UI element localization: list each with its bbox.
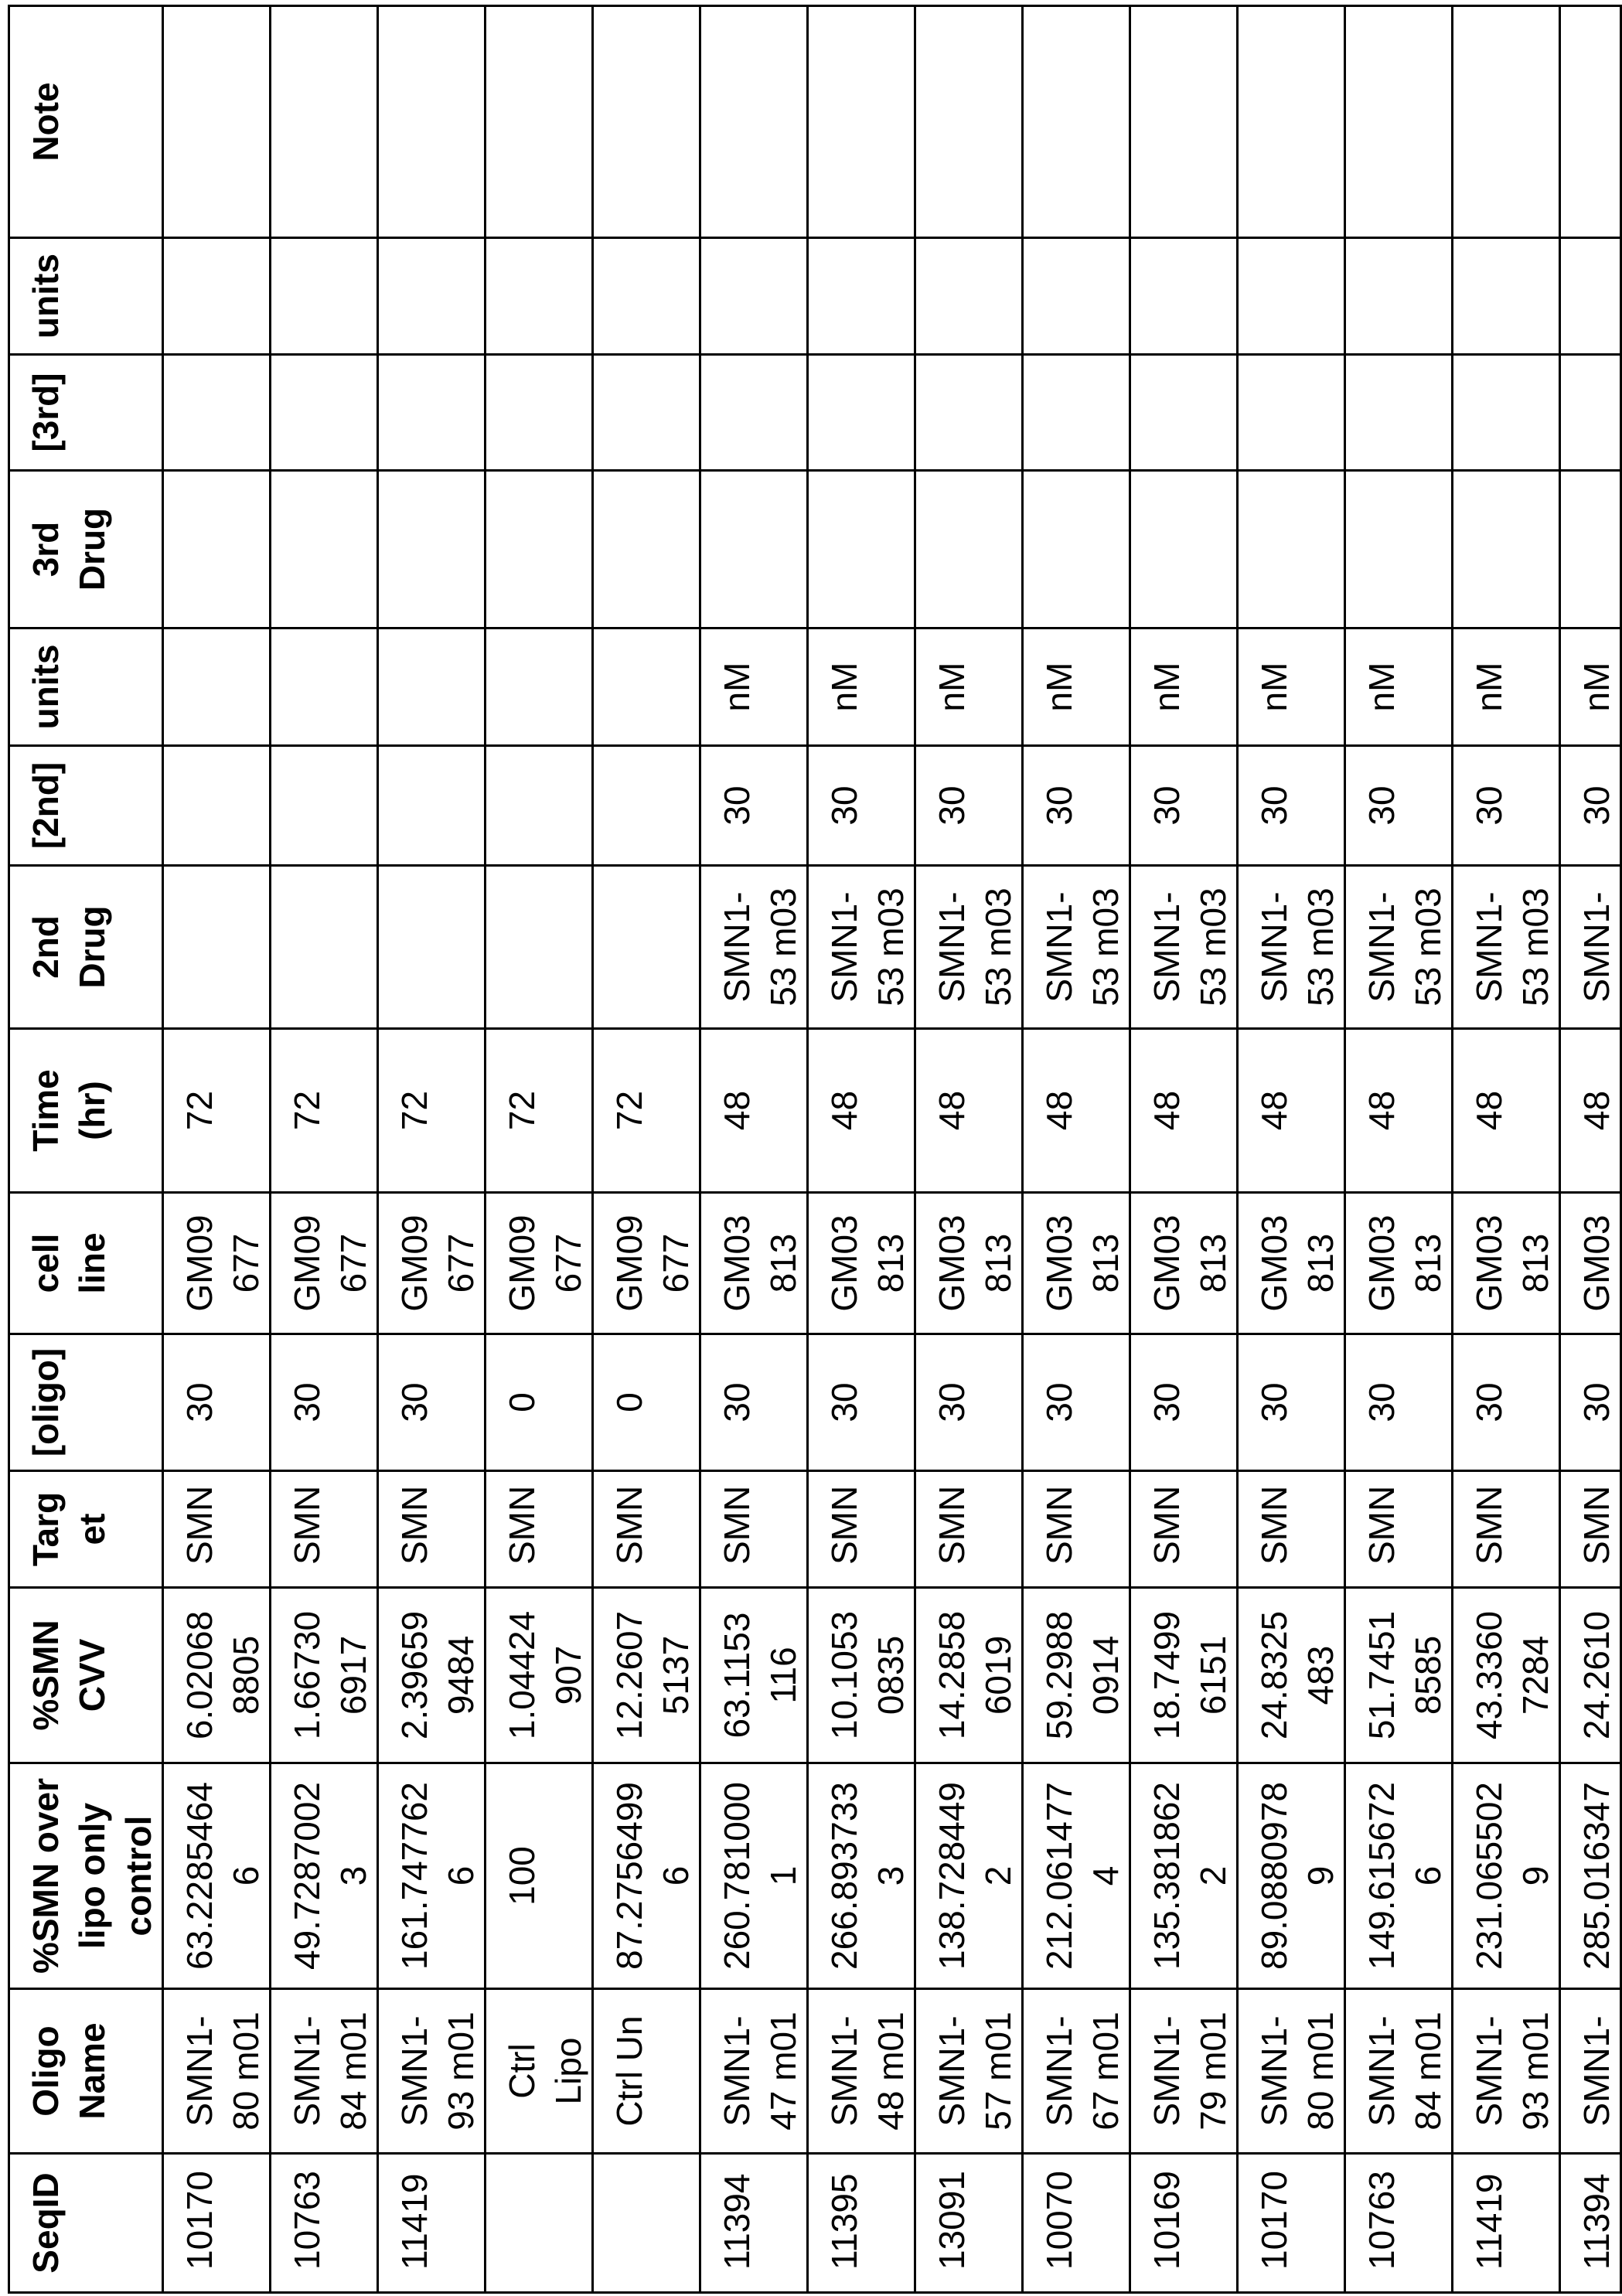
cell-time-hr: 48 xyxy=(1560,1029,1621,1193)
cell-third-units xyxy=(1560,238,1621,355)
cell-note xyxy=(378,6,486,238)
cell-cell-line: GM09 677 xyxy=(486,1193,593,1334)
cell-oligo-name: SMN1- 80 m01 xyxy=(163,1989,271,2154)
cell-third-drug xyxy=(700,471,808,629)
cell-smn-cvv: 24.8325 483 xyxy=(1238,1588,1345,1763)
cell-oligo-name: SMN1- 47 m01 xyxy=(700,1989,808,2154)
cell-smn-cvv: 2.39659 9484 xyxy=(378,1588,486,1763)
cell-oligo-conc: 30 xyxy=(700,1334,808,1471)
cell-third-drug xyxy=(808,471,915,629)
cell-cell-line: GM03 813 xyxy=(808,1193,915,1334)
table-row xyxy=(1023,6,1130,2293)
column-header-cell-line: cell line xyxy=(9,1193,163,1334)
cell-seqid: 11394 xyxy=(1560,2154,1621,2293)
cell-time-hr: 72 xyxy=(271,1029,378,1193)
column-header-oligo-conc: [oligo] xyxy=(9,1334,163,1471)
cell-smn-cvv: 12.2607 5137 xyxy=(593,1588,700,1763)
cell-cell-line: GM09 677 xyxy=(271,1193,378,1334)
cell-third-drug xyxy=(1130,471,1238,629)
cell-note xyxy=(808,6,915,238)
cell-note xyxy=(700,6,808,238)
cell-note xyxy=(1345,6,1453,238)
cell-third-conc xyxy=(1345,355,1453,471)
cell-second-units: nM xyxy=(1560,629,1621,746)
cell-second-drug: SMN1- 53 m03 xyxy=(1453,866,1560,1029)
cell-third-units xyxy=(486,238,593,355)
cell-smn-cvv: 63.1153 116 xyxy=(700,1588,808,1763)
cell-cell-line: GM09 677 xyxy=(163,1193,271,1334)
cell-smn-cvv: 1.66730 6917 xyxy=(271,1588,378,1763)
cell-third-conc xyxy=(700,355,808,471)
cell-second-units xyxy=(378,629,486,746)
cell-second-conc: 30 xyxy=(700,746,808,866)
cell-second-units: nM xyxy=(808,629,915,746)
cell-third-units xyxy=(1130,238,1238,355)
cell-target: SMN xyxy=(1560,1471,1621,1588)
cell-target: SMN xyxy=(1023,1471,1130,1588)
table-row xyxy=(271,6,378,2293)
cell-oligo-conc: 30 xyxy=(915,1334,1023,1471)
cell-note xyxy=(915,6,1023,238)
cell-oligo-name: Ctrl Lipo xyxy=(486,1989,593,2154)
cell-third-drug xyxy=(378,471,486,629)
cell-second-drug: SMN1- 53 m03 xyxy=(1345,866,1453,1029)
table-row xyxy=(1560,6,1621,2293)
cell-second-units xyxy=(271,629,378,746)
cell-smn-cvv: 1.04424 907 xyxy=(486,1588,593,1763)
cell-cell-line: GM03 813 xyxy=(1453,1193,1560,1334)
cell-second-drug xyxy=(593,866,700,1029)
cell-second-units xyxy=(163,629,271,746)
cell-second-conc: 30 xyxy=(915,746,1023,866)
cell-target: SMN xyxy=(163,1471,271,1588)
cell-third-conc xyxy=(1238,355,1345,471)
cell-cell-line: GM03 813 xyxy=(1345,1193,1453,1334)
cell-time-hr: 72 xyxy=(486,1029,593,1193)
cell-third-units xyxy=(915,238,1023,355)
cell-second-conc: 30 xyxy=(808,746,915,866)
column-header-smn-cvv: %SMN CVV xyxy=(9,1588,163,1763)
cell-oligo-conc: 30 xyxy=(378,1334,486,1471)
cell-cell-line: GM03 813 xyxy=(1238,1193,1345,1334)
cell-third-units xyxy=(1023,238,1130,355)
column-header-note: Note xyxy=(9,6,163,238)
cell-second-conc xyxy=(378,746,486,866)
cell-oligo-conc: 30 xyxy=(1345,1334,1453,1471)
cell-smn-cvv: 51.7451 8585 xyxy=(1345,1588,1453,1763)
cell-oligo-name: SMN1- xyxy=(1560,1989,1621,2154)
cell-third-drug xyxy=(1345,471,1453,629)
cell-third-conc xyxy=(486,355,593,471)
cell-second-conc: 30 xyxy=(1345,746,1453,866)
cell-second-units: nM xyxy=(1023,629,1130,746)
cell-oligo-conc: 30 xyxy=(808,1334,915,1471)
cell-smn-cvv: 59.2988 0914 xyxy=(1023,1588,1130,1763)
cell-third-units xyxy=(1453,238,1560,355)
cell-third-units xyxy=(1238,238,1345,355)
cell-target: SMN xyxy=(1345,1471,1453,1588)
cell-time-hr: 48 xyxy=(1023,1029,1130,1193)
cell-oligo-name: SMN1- 48 m01 xyxy=(808,1989,915,2154)
cell-target: SMN xyxy=(486,1471,593,1588)
cell-third-units xyxy=(808,238,915,355)
cell-seqid xyxy=(486,2154,593,2293)
rotated-page xyxy=(0,0,1462,2296)
cell-third-drug xyxy=(915,471,1023,629)
table-row xyxy=(808,6,915,2293)
cell-oligo-conc: 30 xyxy=(1560,1334,1621,1471)
cell-cell-line: GM03 813 xyxy=(700,1193,808,1334)
cell-target: SMN xyxy=(593,1471,700,1588)
cell-time-hr: 48 xyxy=(1453,1029,1560,1193)
cell-seqid xyxy=(593,2154,700,2293)
cell-target: SMN xyxy=(808,1471,915,1588)
cell-smn-over-lipo: 89.0880978 9 xyxy=(1238,1763,1345,1989)
cell-second-conc xyxy=(271,746,378,866)
cell-second-units: nM xyxy=(1238,629,1345,746)
cell-oligo-name: SMN1- 93 m01 xyxy=(1453,1989,1560,2154)
cell-oligo-name: SMN1- 79 m01 xyxy=(1130,1989,1238,2154)
cell-third-drug xyxy=(271,471,378,629)
column-header-second-drug: 2nd Drug xyxy=(9,866,163,1029)
table-row xyxy=(486,6,593,2293)
cell-second-units: nM xyxy=(1345,629,1453,746)
cell-smn-over-lipo: 149.615672 6 xyxy=(1345,1763,1453,1989)
column-header-second-units: units xyxy=(9,629,163,746)
cell-second-drug: SMN1- 53 m03 xyxy=(1023,866,1130,1029)
cell-time-hr: 72 xyxy=(378,1029,486,1193)
cell-third-conc xyxy=(271,355,378,471)
cell-seqid: 10170 xyxy=(163,2154,271,2293)
cell-second-drug: SMN1- 53 m03 xyxy=(808,866,915,1029)
cell-smn-over-lipo: 100 xyxy=(486,1763,593,1989)
table-row xyxy=(1130,6,1238,2293)
cell-second-drug xyxy=(486,866,593,1029)
table-row xyxy=(378,6,486,2293)
cell-time-hr: 48 xyxy=(1238,1029,1345,1193)
cell-seqid: 11395 xyxy=(808,2154,915,2293)
cell-seqid: 11419 xyxy=(1453,2154,1560,2293)
cell-second-conc: 30 xyxy=(1560,746,1621,866)
cell-time-hr: 48 xyxy=(1130,1029,1238,1193)
cell-second-conc: 30 xyxy=(1023,746,1130,866)
cell-second-units: nM xyxy=(700,629,808,746)
cell-third-conc xyxy=(915,355,1023,471)
cell-time-hr: 48 xyxy=(808,1029,915,1193)
cell-second-units: nM xyxy=(1453,629,1560,746)
cell-seqid: 10763 xyxy=(1345,2154,1453,2293)
cell-time-hr: 72 xyxy=(163,1029,271,1193)
cell-target: SMN xyxy=(378,1471,486,1588)
cell-second-units: nM xyxy=(915,629,1023,746)
cell-target: SMN xyxy=(1130,1471,1238,1588)
cell-note xyxy=(163,6,271,238)
cell-target: SMN xyxy=(700,1471,808,1588)
table-row xyxy=(1238,6,1345,2293)
cell-note xyxy=(271,6,378,238)
cell-seqid: 13091 xyxy=(915,2154,1023,2293)
cell-third-units xyxy=(378,238,486,355)
table-row xyxy=(1453,6,1560,2293)
cell-target: SMN xyxy=(271,1471,378,1588)
cell-third-units xyxy=(1345,238,1453,355)
cell-second-drug: SMN1- 53 m03 xyxy=(1238,866,1345,1029)
cell-third-drug xyxy=(1453,471,1560,629)
cell-third-units xyxy=(271,238,378,355)
column-header-second-conc: [2nd] xyxy=(9,746,163,866)
cell-smn-cvv: 10.1053 0835 xyxy=(808,1588,915,1763)
cell-second-drug: SMN1- xyxy=(1560,866,1621,1029)
cell-note xyxy=(1560,6,1621,238)
cell-second-units xyxy=(486,629,593,746)
cell-third-units xyxy=(163,238,271,355)
cell-cell-line: GM03 813 xyxy=(1023,1193,1130,1334)
cell-smn-cvv: 14.2858 6019 xyxy=(915,1588,1023,1763)
column-header-third-drug: 3rd Drug xyxy=(9,471,163,629)
cell-second-drug: SMN1- 53 m03 xyxy=(700,866,808,1029)
cell-oligo-name: SMN1- 93 m01 xyxy=(378,1989,486,2154)
cell-oligo-conc: 30 xyxy=(1023,1334,1130,1471)
table-row xyxy=(163,6,271,2293)
cell-third-conc xyxy=(1130,355,1238,471)
cell-second-conc xyxy=(486,746,593,866)
cell-oligo-conc: 30 xyxy=(163,1334,271,1471)
table-row xyxy=(700,6,808,2293)
cell-note xyxy=(593,6,700,238)
cell-third-conc xyxy=(163,355,271,471)
cell-second-drug xyxy=(163,866,271,1029)
cell-second-conc xyxy=(593,746,700,866)
cell-third-conc xyxy=(593,355,700,471)
cell-second-conc xyxy=(163,746,271,866)
cell-target: SMN xyxy=(1238,1471,1345,1588)
cell-oligo-conc: 30 xyxy=(271,1334,378,1471)
cell-smn-cvv: 18.7499 6151 xyxy=(1130,1588,1238,1763)
table-row xyxy=(1345,6,1453,2293)
column-header-third-conc: [3rd] xyxy=(9,355,163,471)
cell-cell-line: GM03 813 xyxy=(1130,1193,1238,1334)
cell-second-drug xyxy=(271,866,378,1029)
cell-seqid: 11419 xyxy=(378,2154,486,2293)
cell-note xyxy=(1238,6,1345,238)
cell-second-drug: SMN1- 53 m03 xyxy=(915,866,1023,1029)
cell-third-drug xyxy=(593,471,700,629)
cell-second-conc: 30 xyxy=(1130,746,1238,866)
cell-target: SMN xyxy=(1453,1471,1560,1588)
cell-oligo-conc: 0 xyxy=(486,1334,593,1471)
cell-seqid: 10070 xyxy=(1023,2154,1130,2293)
cell-second-units: nM xyxy=(1130,629,1238,746)
table-row xyxy=(915,6,1023,2293)
cell-smn-over-lipo: 138.728449 2 xyxy=(915,1763,1023,1989)
cell-oligo-name: SMN1- 84 m01 xyxy=(1345,1989,1453,2154)
cell-oligo-conc: 30 xyxy=(1238,1334,1345,1471)
cell-smn-over-lipo: 63.2285464 6 xyxy=(163,1763,271,1989)
cell-note xyxy=(1023,6,1130,238)
header-row xyxy=(9,6,163,2293)
cell-oligo-name: SMN1- 67 m01 xyxy=(1023,1989,1130,2154)
cell-third-drug xyxy=(1238,471,1345,629)
cell-smn-cvv: 24.2610 xyxy=(1560,1588,1621,1763)
cell-seqid: 11394 xyxy=(700,2154,808,2293)
cell-time-hr: 48 xyxy=(700,1029,808,1193)
cell-smn-over-lipo: 135.381862 2 xyxy=(1130,1763,1238,1989)
cell-third-conc xyxy=(1560,355,1621,471)
cell-third-units xyxy=(593,238,700,355)
cell-seqid: 10170 xyxy=(1238,2154,1345,2293)
cell-third-drug xyxy=(486,471,593,629)
cell-smn-over-lipo: 87.2756499 6 xyxy=(593,1763,700,1989)
column-header-seqid: SeqID xyxy=(9,2154,163,2293)
cell-third-conc xyxy=(808,355,915,471)
cell-smn-over-lipo: 161.747762 6 xyxy=(378,1763,486,1989)
cell-seqid: 10169 xyxy=(1130,2154,1238,2293)
cell-oligo-conc: 0 xyxy=(593,1334,700,1471)
cell-smn-over-lipo: 231.065502 9 xyxy=(1453,1763,1560,1989)
cell-second-units xyxy=(593,629,700,746)
cell-oligo-name: SMN1- 57 m01 xyxy=(915,1989,1023,2154)
column-header-oligo-name: Oligo Name xyxy=(9,1989,163,2154)
cell-oligo-conc: 30 xyxy=(1130,1334,1238,1471)
cell-third-conc xyxy=(1023,355,1130,471)
cell-second-drug: SMN1- 53 m03 xyxy=(1130,866,1238,1029)
cell-note xyxy=(1130,6,1238,238)
cell-cell-line: GM03 xyxy=(1560,1193,1621,1334)
cell-oligo-name: SMN1- 84 m01 xyxy=(271,1989,378,2154)
cell-note xyxy=(1453,6,1560,238)
cell-third-conc xyxy=(378,355,486,471)
cell-second-conc: 30 xyxy=(1238,746,1345,866)
cell-smn-cvv: 43.3360 7284 xyxy=(1453,1588,1560,1763)
column-header-smn-over-lipo: %SMN over lipo only control xyxy=(9,1763,163,1989)
cell-time-hr: 48 xyxy=(1345,1029,1453,1193)
cell-oligo-name: Ctrl Un xyxy=(593,1989,700,2154)
cell-cell-line: GM09 677 xyxy=(378,1193,486,1334)
table-row xyxy=(593,6,700,2293)
cell-third-units xyxy=(700,238,808,355)
cell-note xyxy=(486,6,593,238)
cell-smn-over-lipo: 266.893733 3 xyxy=(808,1763,915,1989)
cell-time-hr: 48 xyxy=(915,1029,1023,1193)
cell-seqid: 10763 xyxy=(271,2154,378,2293)
column-header-time-hr: Time (hr) xyxy=(9,1029,163,1193)
results-table xyxy=(8,5,1622,2294)
cell-third-conc xyxy=(1453,355,1560,471)
cell-smn-cvv: 6.02068 8805 xyxy=(163,1588,271,1763)
cell-second-drug xyxy=(378,866,486,1029)
cell-third-drug xyxy=(1560,471,1621,629)
cell-third-drug xyxy=(163,471,271,629)
cell-cell-line: GM03 813 xyxy=(915,1193,1023,1334)
cell-smn-over-lipo: 49.7287002 3 xyxy=(271,1763,378,1989)
cell-oligo-name: SMN1- 80 m01 xyxy=(1238,1989,1345,2154)
cell-cell-line: GM09 677 xyxy=(593,1193,700,1334)
cell-second-conc: 30 xyxy=(1453,746,1560,866)
cell-target: SMN xyxy=(915,1471,1023,1588)
cell-smn-over-lipo: 260.781000 1 xyxy=(700,1763,808,1989)
cell-oligo-conc: 30 xyxy=(1453,1334,1560,1471)
cell-smn-over-lipo: 212.061477 4 xyxy=(1023,1763,1130,1989)
column-header-target: Targ et xyxy=(9,1471,163,1588)
cell-time-hr: 72 xyxy=(593,1029,700,1193)
column-header-third-units: units xyxy=(9,238,163,355)
cell-smn-over-lipo: 285.016347 xyxy=(1560,1763,1621,1989)
cell-third-drug xyxy=(1023,471,1130,629)
